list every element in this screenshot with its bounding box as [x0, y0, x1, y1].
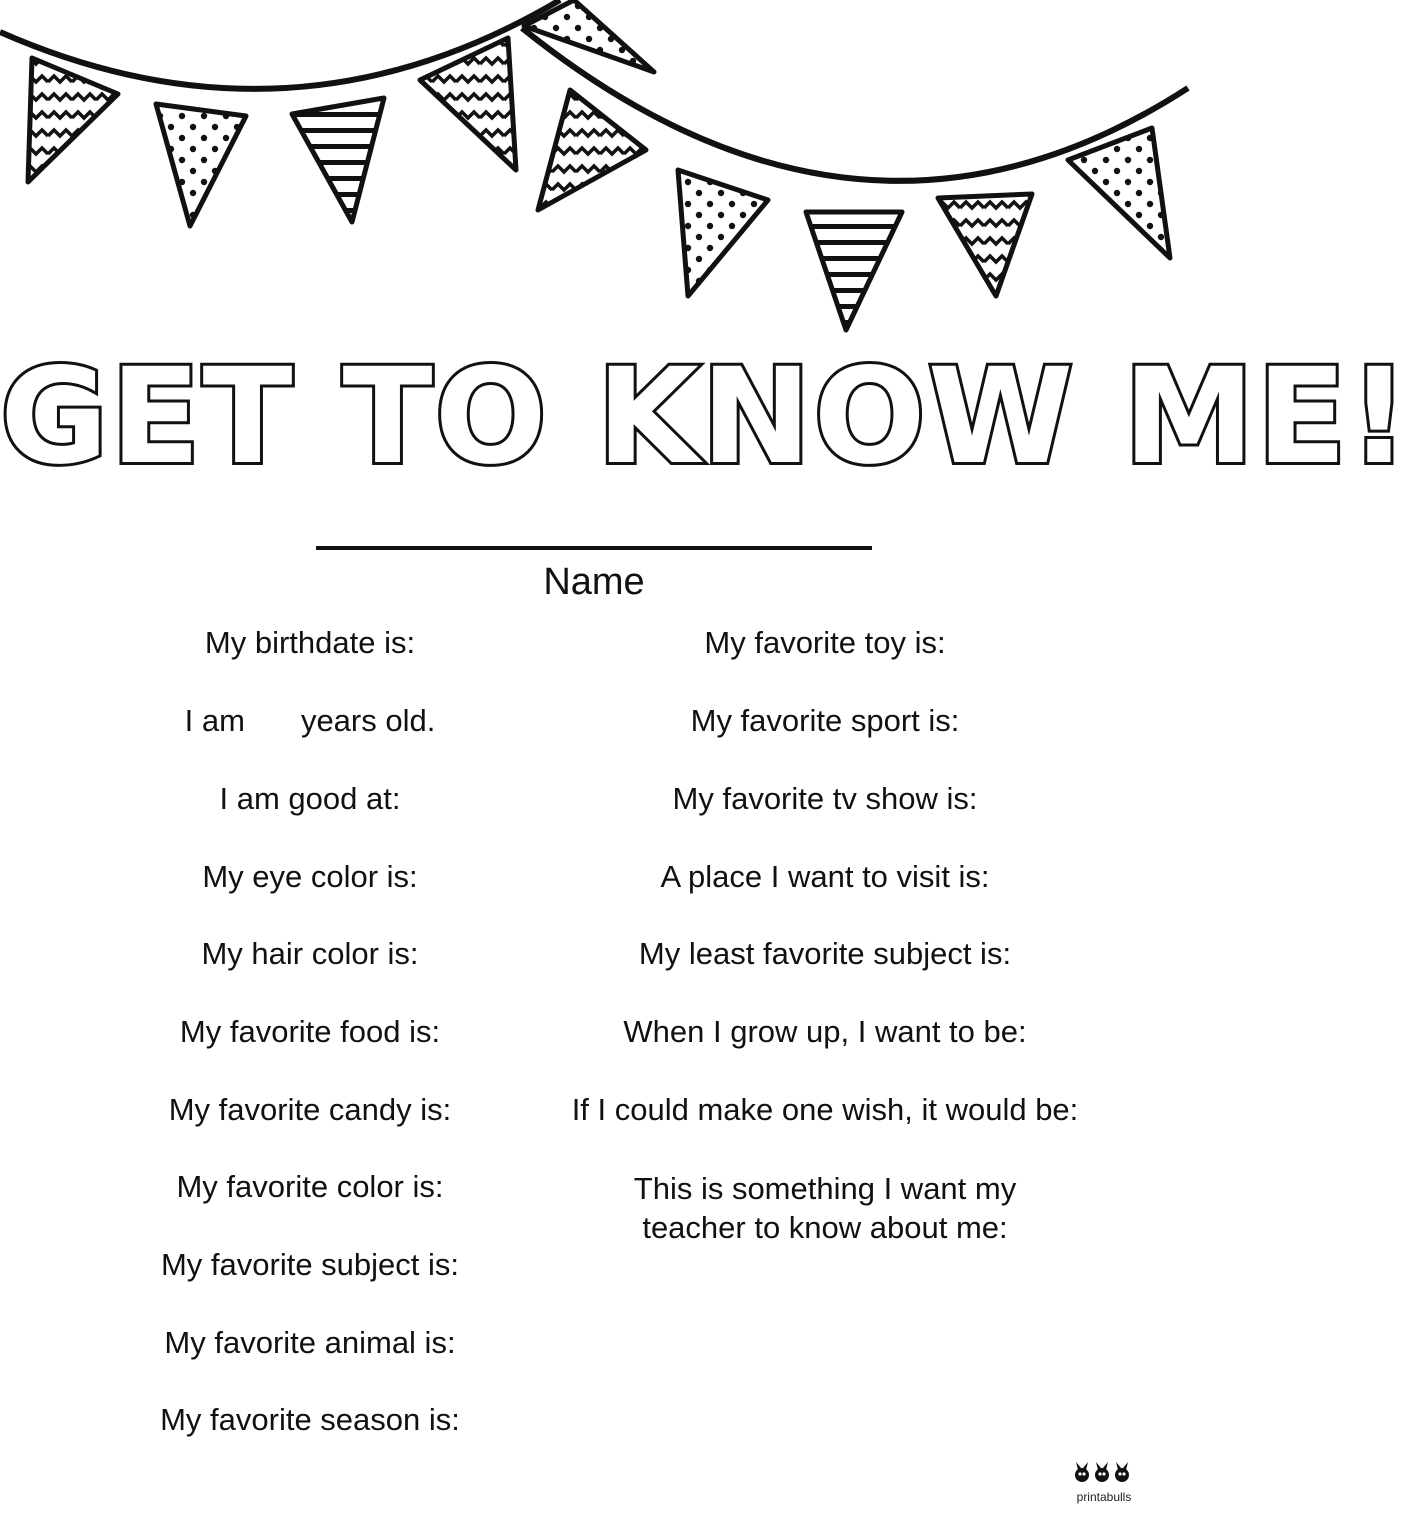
prompt-eye-color: My eye color is:	[202, 859, 418, 894]
prompt-hair-color: My hair color is:	[201, 936, 419, 971]
flag-zigzag	[28, 58, 118, 182]
prompt-birthdate: My birthdate is:	[204, 625, 416, 660]
prompt-favorite-subject: My favorite subject is:	[160, 1247, 460, 1282]
flag-dotted	[678, 170, 768, 296]
flag-zigzag	[538, 90, 646, 210]
prompt-favorite-candy: My favorite candy is:	[168, 1092, 452, 1127]
prompt-favorite-season: My favorite season is:	[160, 1402, 460, 1437]
prompt-one-wish: If I could make one wish, it would be:	[571, 1092, 1079, 1127]
printabulls-logo	[1062, 1458, 1146, 1503]
flag-dotted	[156, 104, 246, 226]
prompt-teacher-line-1: This is something I want my	[633, 1171, 1017, 1206]
prompt-favorite-tv-show: My favorite tv show is:	[672, 781, 978, 816]
flag-zigzag	[938, 194, 1032, 296]
bunting-decoration	[0, 0, 1188, 340]
prompt-favorite-toy: My favorite toy is:	[704, 625, 946, 660]
prompt-good-at: I am good at:	[219, 781, 401, 816]
prompt-favorite-food: My favorite food is:	[179, 1014, 441, 1049]
prompt-teacher-line-2: teacher to know about me:	[642, 1210, 1008, 1245]
prompt-age-end: years old.	[300, 703, 436, 738]
name-input-line[interactable]	[316, 546, 872, 550]
prompt-age	[90, 702, 530, 741]
prompt-place-to-visit: A place I want to visit is:	[660, 859, 990, 894]
flag-dotted	[1068, 128, 1170, 258]
flag-striped	[292, 98, 384, 222]
bulldog-faces-icon	[1072, 1458, 1136, 1484]
prompt-age-start: I am	[184, 703, 245, 738]
prompt-favorite-sport: My favorite sport is:	[690, 703, 960, 738]
prompt-favorite-color: My favorite color is:	[176, 1169, 444, 1204]
name-label: Name	[543, 561, 645, 603]
prompt-favorite-animal: My favorite animal is:	[164, 1325, 456, 1360]
page-title: GET TO KNOW ME!	[0, 340, 1411, 494]
prompt-grow-up: When I grow up, I want to be:	[623, 1014, 1027, 1049]
prompt-least-favorite-subject: My least favorite subject is:	[638, 936, 1012, 971]
logo-text: printabulls	[1076, 1490, 1132, 1504]
flag-striped	[806, 212, 902, 330]
